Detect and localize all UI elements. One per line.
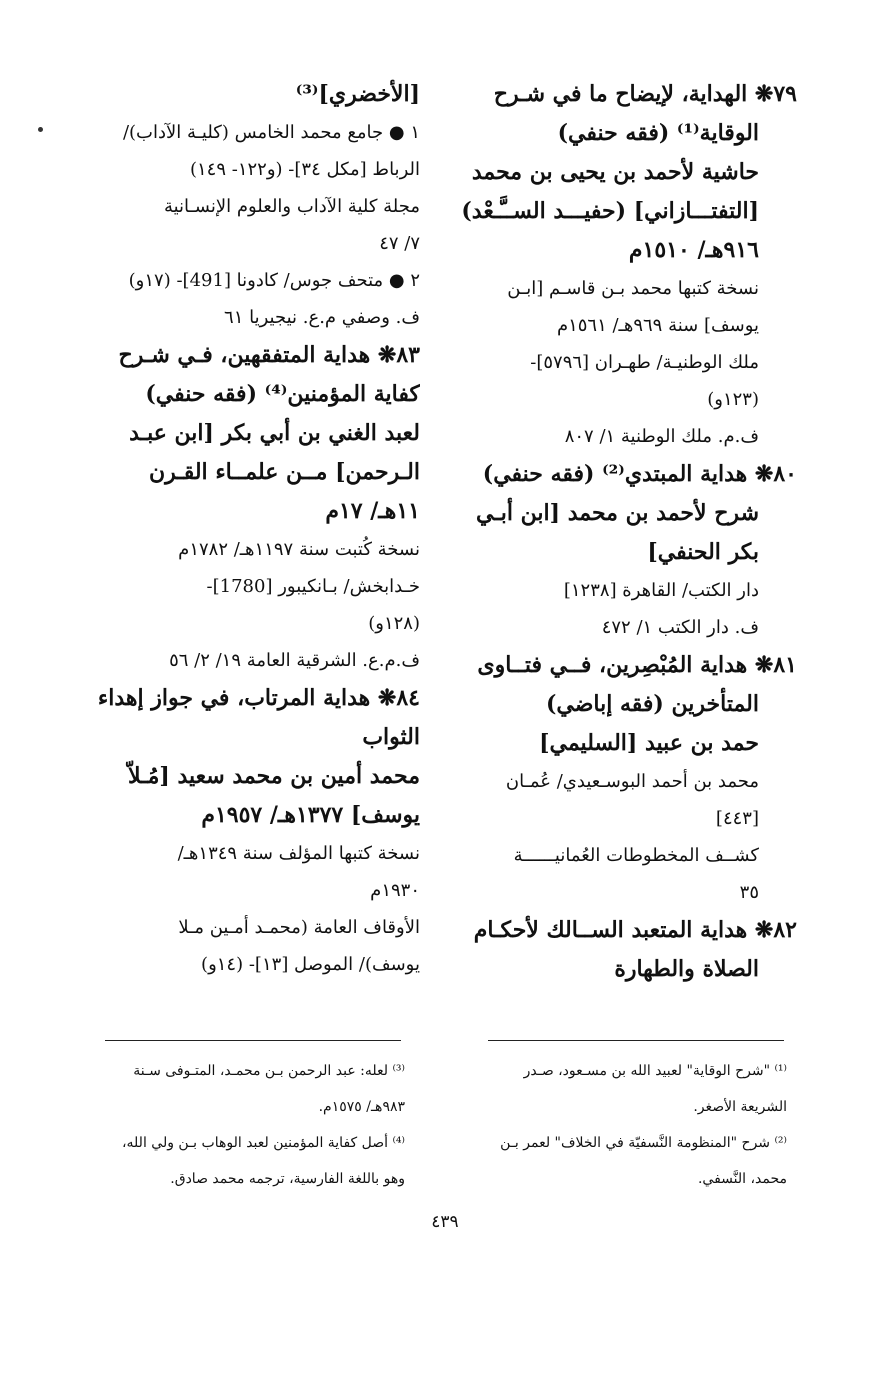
right-column (450, 75, 797, 989)
entry-heading-line: الوقاية⁽¹⁾ (فقه حنفي) (557, 120, 759, 146)
entry-heading-line: بكر الحنفي] (647, 539, 759, 565)
entry-detail-line: خـدابخش/ بـانكيبور [1780]- (206, 576, 420, 597)
entry-detail-line: الرباط [مكل ٣٤]- (و١٢٢- ١٤٩) (189, 159, 420, 180)
entry-detail-line: ف.م.ع. الشرقية العامة ١٩/ ٢/ ٥٦ (169, 650, 420, 671)
entry-heading-line: ٩١٦هـ/ ١٥١٠م (628, 237, 759, 263)
margin-mark (38, 127, 43, 132)
entry-detail-line: الأوقاف العامة (محمـد أمـين مـلا (178, 917, 420, 938)
entry-detail-line: ٣٥ (739, 882, 759, 903)
entry-detail-line: ٢ ● متحف جوس/ كادونا [491]- (١٧و) (128, 270, 420, 291)
left-column (70, 75, 420, 983)
page-number: ٤٣٩ (431, 1212, 459, 1232)
entry-heading-line: حمد بن عبيد [السليمي] (539, 730, 759, 756)
entry-heading-line: ٨٤❋ هداية المرتاب، في جواز إهداء (97, 685, 420, 711)
entry-detail-line: ف.م. ملك الوطنية ١/ ٨٠٧ (564, 426, 759, 447)
entry-detail-line: يوسف)/ الموصل [١٣]- (١٤و) (201, 954, 420, 975)
entry-detail-line: ملك الوطنيـة/ طهـران [٥٧٩٦]- (530, 352, 759, 373)
entry-heading-line: المتأخرين (فقه إباضي) (545, 691, 759, 717)
entry-heading-line: لعبد الغني بن أبي بكر [ابن عبـد (129, 420, 420, 446)
entry-detail-line: ١ ● جامع محمد الخامس (كليـة الآداب)/ (122, 122, 420, 143)
entry-heading-line: ٧٩❋ الهداية، لإيضاح ما في شـرح (493, 81, 797, 107)
entry-detail-line: [٤٤٣] (715, 808, 759, 829)
entry-heading-line: [التفتـــازاني] (حفيـــد الســَّـعْد) (461, 198, 759, 224)
entry-heading-line: كفاية المؤمنين⁽⁴⁾ (فقه حنفي) (145, 381, 420, 407)
entry-heading-line: [الأخضري]⁽³⁾ (295, 81, 420, 107)
entry-heading-line: ٨٢❋ هداية المتعبد الســالك لأحكـام (473, 917, 797, 943)
entry-detail-line: نسخة كتبها المؤلف سنة ١٣٤٩هـ/ (177, 843, 420, 864)
entry-heading-line: شرح لأحمد بن محمد [ابن أبـي (475, 500, 759, 526)
footnote-line: ⁽¹⁾ "شرح الوقاية" لعبيد الله بن مسـعود، صـدر (523, 1063, 787, 1079)
footnote-line: وهو باللغة الفارسية، ترجمه محمد صادق. (170, 1171, 405, 1187)
entry-heading-line: ٨١❋ هداية المُبْصِرين، فــي فتــاوى (477, 652, 797, 678)
entry-detail-line: (١٢٣و) (707, 389, 759, 410)
entry-detail-line: (١٢٨و) (368, 613, 420, 634)
entry-detail-line: نسخة كُتبت سنة ١١٩٧هـ/ ١٧٨٢م (178, 539, 420, 560)
entry-heading-line: ١١هـ/ ١٧م (325, 498, 420, 524)
footnote-separator-left (105, 1040, 401, 1041)
entry-heading-line: يوسف] ١٣٧٧هـ/ ١٩٥٧م (201, 802, 420, 828)
entry-detail-line: محمد بن أحمد البوسـعيدي/ عُمـان (505, 771, 759, 792)
entry-detail-line: دار الكتب/ القاهرة [١٢٣٨] (563, 580, 759, 601)
entry-heading-line: الصلاة والطهارة (614, 956, 759, 982)
footnote-line: محمد، النَّسفي. (697, 1171, 787, 1187)
entry-detail-line: ف. دار الكتب ١/ ٤٧٢ (601, 617, 759, 638)
entry-detail-line: نسخة كتبها محمد بـن قاسـم [ابـن (507, 278, 759, 299)
entry-heading-line: ٨٣❋ هداية المتفقهين، فـي شـرح (118, 342, 420, 368)
footnote-line: ⁽⁴⁾ أصل كفاية المؤمنين لعبد الوهاب بـن ولي الله، (122, 1135, 405, 1151)
entry-detail-line: ١٩٣٠م (370, 880, 420, 901)
footnote-separator-right (488, 1040, 784, 1041)
entry-detail-line: ف. وصفي م.ع. نيجيريا ٦١ (224, 307, 420, 328)
footnote-line: الشريعة الأصغر. (693, 1099, 787, 1115)
footnotes-left (72, 1053, 405, 1197)
footnote-line: ⁽²⁾ شرح "المنظومة النَّسفيّة في الخلاف" لعمر بـن (500, 1135, 787, 1151)
entry-detail-line: مجلة كلية الآداب والعلوم الإنسـانية (163, 196, 420, 217)
entry-heading-line: الـرحمن] مــن علمــاء القـرن (148, 459, 420, 485)
entry-detail-line: يوسف] سنة ٩٦٩هـ/ ١٥٦١م (556, 315, 759, 336)
entry-heading-line: حاشية لأحمد بن يحيى بن محمد (471, 159, 759, 185)
entry-detail-line: كشــف المخطوطات العُمانيــــــة (513, 845, 759, 866)
entry-detail-line: ٧/ ٤٧ (379, 233, 420, 254)
footnote-line: ٩٨٣هـ/ ١٥٧٥م. (318, 1099, 405, 1115)
entry-heading-line: الثواب (362, 724, 420, 750)
footnote-line: ⁽³⁾ لعله: عبد الرحمن بـن محمـد، المتـوفى سـنة (133, 1063, 405, 1079)
footnotes-right (455, 1053, 787, 1197)
entry-heading-line: محمد أمين بن محمد سعيد [مُـلاّ (128, 763, 420, 789)
entry-heading-line: ٨٠❋ هداية المبتدي⁽²⁾ (فقه حنفي) (482, 461, 797, 487)
